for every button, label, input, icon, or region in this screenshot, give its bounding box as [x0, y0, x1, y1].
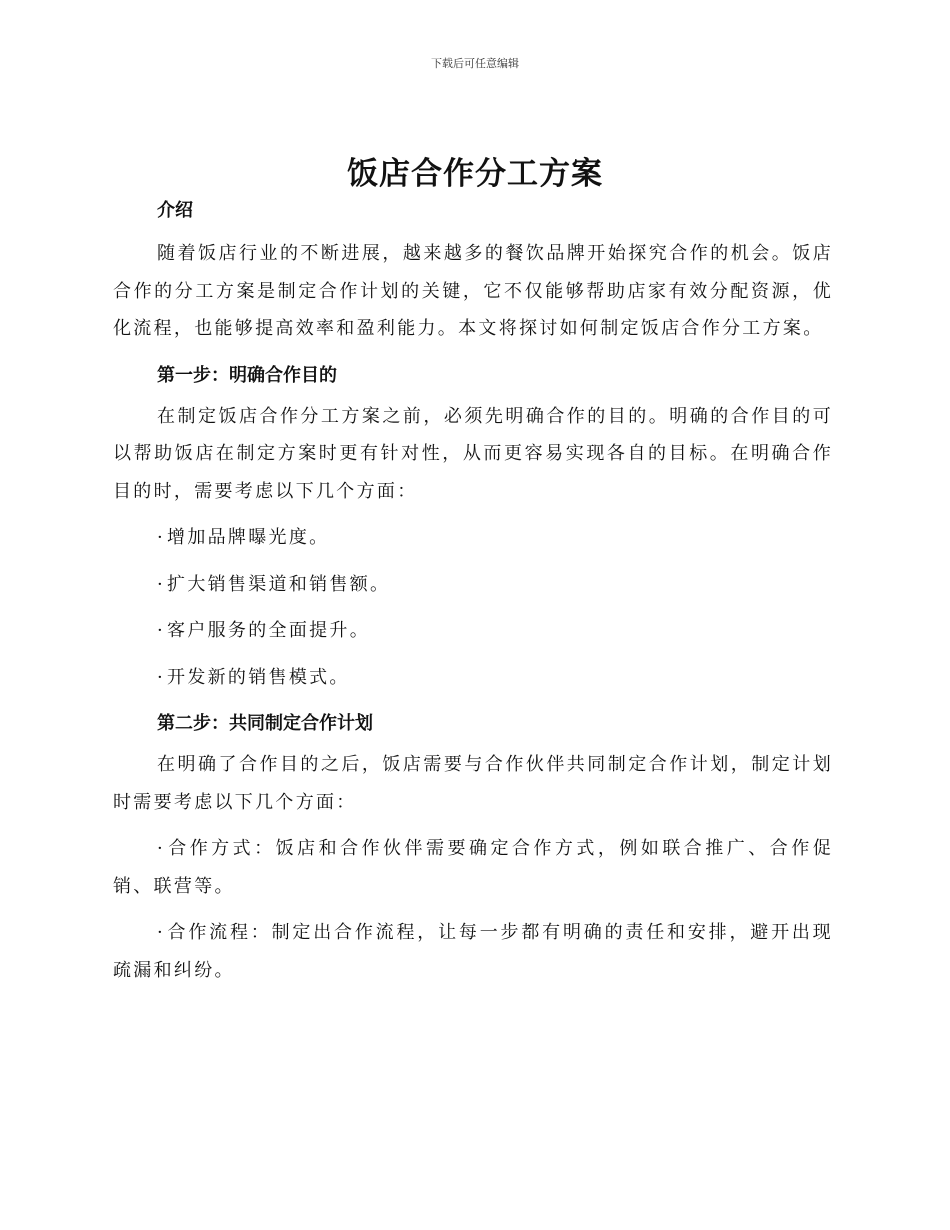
step1-bullet-text: 扩大销售渠道和销售额。: [167, 573, 391, 595]
header-note: 下载后可任意编辑: [431, 57, 519, 70]
document-title: 饭店合作分工方案: [347, 156, 603, 192]
step2-bullet-text: 合作方式：饭店和合作伙伴需要确定合作方式，例如联合推广、合作促销、联营等。: [113, 838, 833, 897]
step1-bullet-text: 增加品牌曝光度。: [167, 527, 330, 548]
document-body: [113, 195, 833, 989]
step1-bullet-4: [113, 659, 833, 697]
step2-bullet-2: [113, 914, 833, 989]
step1-bullet-text: 开发新的销售模式。: [167, 666, 350, 688]
bullet-mark: ·: [157, 527, 166, 548]
bullet-mark: ·: [157, 838, 166, 859]
step2-paragraph: 在明确了合作目的之后，饭店需要与合作伙伴共同制定合作计划，制定计划时需要考虑以下几个方面：: [113, 754, 833, 813]
bullet-mark: ·: [157, 666, 166, 688]
bullet-mark: ·: [157, 573, 166, 595]
step1-bullet-3: [113, 612, 833, 650]
step1-bullet-2: [113, 566, 833, 604]
bullet-mark: ·: [157, 922, 166, 943]
step2-bullet-1: [113, 830, 833, 905]
section-heading-step2: 第二步：共同制定合作计划: [157, 713, 373, 734]
step1-paragraph: 在制定饭店合作分工方案之前，必须先明确合作的目的。明确的合作目的可以帮助饭店在制定方案时更有针对性，从而更容易实现各自的目标。在明确合作目的时，需要考虑以下几个方面：: [113, 405, 833, 502]
section-heading-intro: 介绍: [157, 200, 193, 221]
step2-bullet-text: 合作流程：制定出合作流程，让每一步都有明确的责任和安排，避开出现疏漏和纠纷。: [113, 922, 833, 981]
step1-bullet-1: [113, 519, 833, 557]
bullet-mark: ·: [157, 620, 166, 641]
step1-bullet-text: 客户服务的全面提升。: [167, 620, 371, 641]
section-heading-step1: 第一步：明确合作目的: [157, 364, 337, 386]
intro-paragraph: 随着饭店行业的不断进展，越来越多的餐饮品牌开始探究合作的机会。饭店合作的分工方案是制定合作计划的关键，它不仅能够帮助店家有效分配资源，优化流程，也能够提高效率和盈利能力。本文将探讨如何制定饭店合作分工方案。: [113, 243, 833, 339]
